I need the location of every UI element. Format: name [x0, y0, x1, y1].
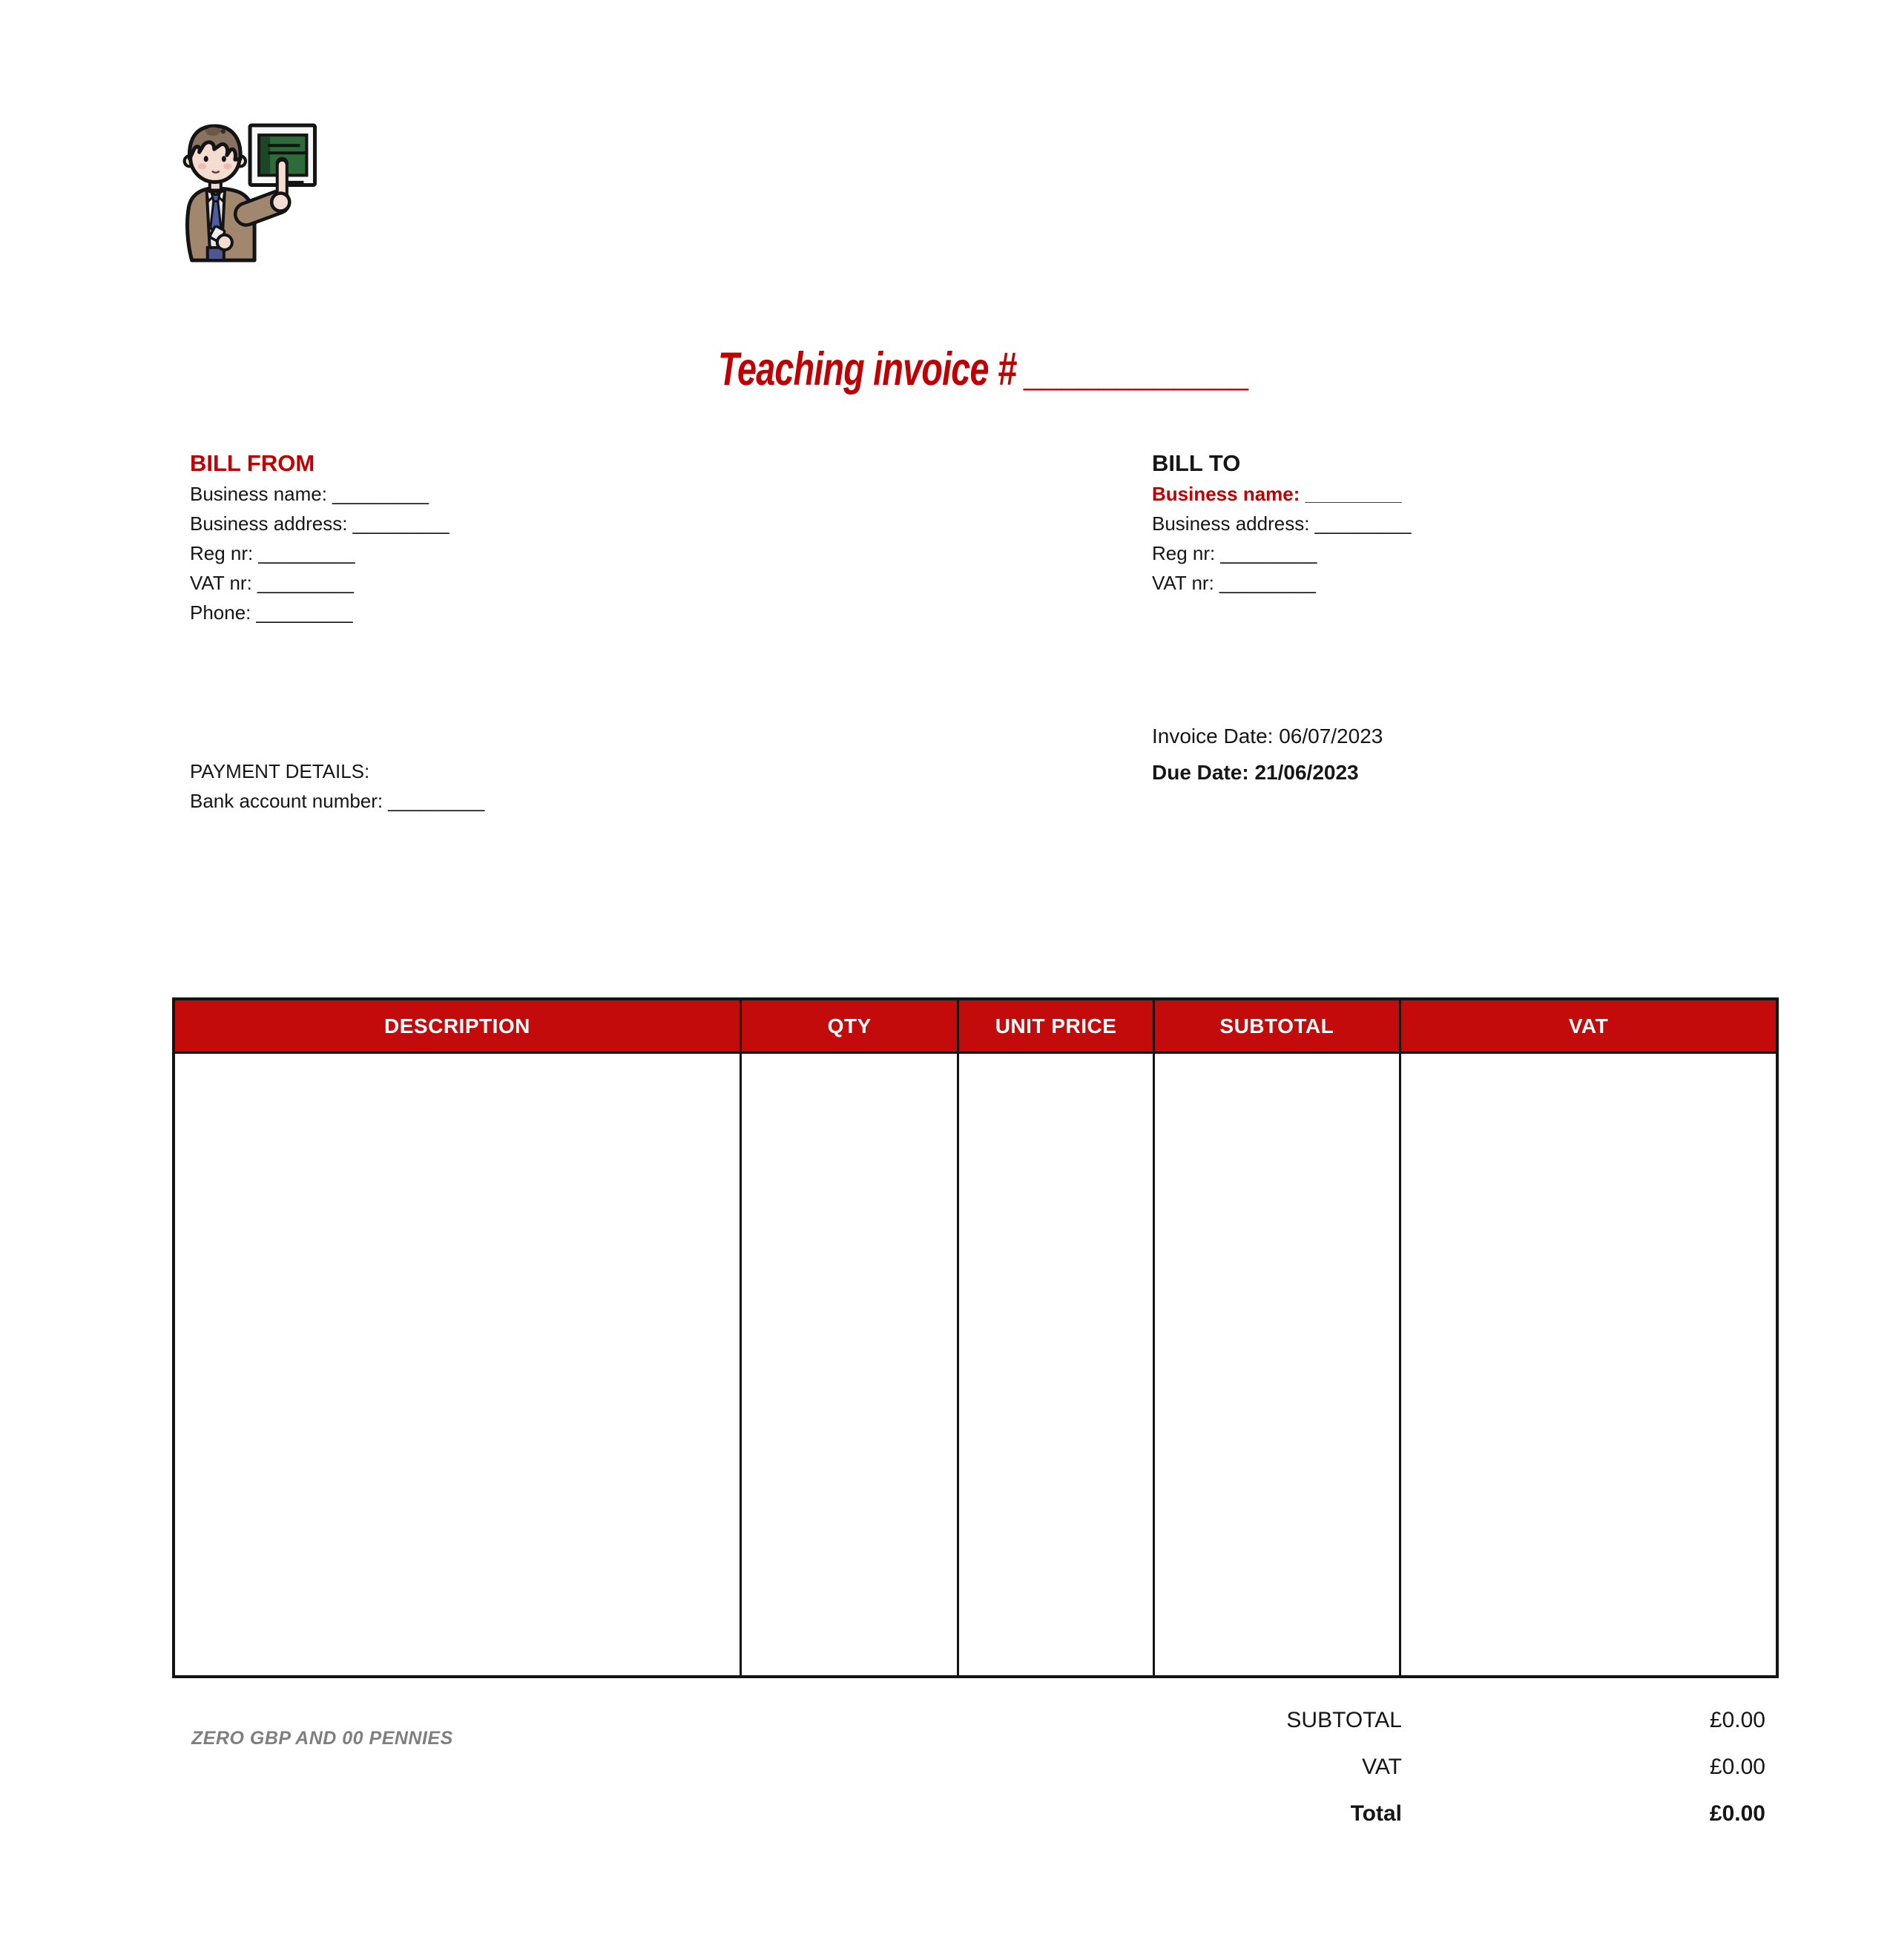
payment-details-section [190, 756, 484, 816]
total-label: Total [1350, 1801, 1402, 1826]
field-label: Business name: [1152, 483, 1300, 505]
cell-description-empty [175, 1054, 742, 1675]
due-date-line [1152, 754, 1383, 791]
cell-qty-empty [742, 1054, 959, 1675]
payment-details-heading: PAYMENT DETAILS: [190, 760, 370, 782]
due-date-label: Due Date: [1152, 761, 1249, 784]
bill-from-business-address [190, 509, 450, 538]
col-header-subtotal: SUBTOTAL [1155, 1000, 1401, 1052]
blank-line: _________ [256, 601, 353, 624]
teacher-logo [169, 119, 319, 264]
dates-section [1152, 718, 1383, 791]
subtotal-value: £0.00 [1709, 1707, 1765, 1732]
invoice-date-value: 06/07/2023 [1279, 725, 1383, 748]
cell-subtotal-empty [1155, 1054, 1401, 1675]
invoice-date-label: Invoice Date: [1152, 725, 1274, 748]
blank-line: _________ [1219, 572, 1316, 594]
totals-section [172, 1697, 1779, 1837]
bill-to-business-address [1152, 509, 1412, 538]
field-label: Reg nr: [190, 542, 254, 564]
page-title: Teaching invoice # ____________ [718, 343, 1250, 395]
field-label: Phone: [190, 601, 251, 624]
bill-from-vat-nr [190, 568, 450, 598]
line-items-table [172, 997, 1779, 1678]
bill-to-reg-nr [1152, 538, 1412, 568]
bill-from-phone [190, 598, 450, 627]
bank-account-number-line [190, 786, 484, 816]
col-header-description: DESCRIPTION [175, 1000, 742, 1052]
subtotal-label: SUBTOTAL [1286, 1707, 1402, 1732]
total-value: £0.00 [1709, 1801, 1765, 1826]
bill-from-section [190, 448, 450, 627]
cell-vat-empty [1401, 1054, 1776, 1675]
total-row [172, 1790, 1779, 1837]
due-date-value: 21/06/2023 [1254, 761, 1359, 784]
field-label: Business address: [190, 512, 348, 535]
cell-unit-price-empty [959, 1054, 1154, 1675]
bill-from-reg-nr [190, 538, 450, 568]
blank-line: _________ [1314, 512, 1412, 535]
col-header-vat: VAT [1568, 1014, 1609, 1037]
vat-value: £0.00 [1709, 1754, 1765, 1779]
blank-line: _________ [1220, 542, 1317, 564]
col-header-qty: QTY [742, 1000, 959, 1052]
vat-row [172, 1743, 1779, 1790]
invoice-date-line [1152, 718, 1383, 754]
table-header-row [175, 1000, 1776, 1054]
bill-from-business-name [190, 479, 450, 509]
blank-line: _________ [332, 483, 429, 505]
field-label: Business name: [190, 483, 327, 505]
bill-to-heading: BILL TO [1152, 450, 1241, 476]
field-label: Reg nr: [1152, 542, 1216, 564]
field-label: Bank account number: [190, 790, 383, 812]
field-label: Business address: [1152, 512, 1310, 535]
field-label: VAT nr: [1152, 572, 1214, 594]
col-header-unit-price: UNIT PRICE [959, 1000, 1154, 1052]
field-label: VAT nr: [190, 572, 252, 594]
bill-to-section [1152, 448, 1412, 598]
bill-to-vat-nr [1152, 568, 1412, 598]
bill-to-business-name [1152, 479, 1412, 509]
vat-label: VAT [1362, 1754, 1402, 1779]
blank-line: _________ [352, 512, 450, 535]
table-body-empty [175, 1054, 1776, 1675]
amount-in-words: ZERO GBP AND 00 PENNIES [191, 1728, 453, 1749]
blank-line: _________ [257, 572, 354, 594]
bill-from-heading: BILL FROM [190, 450, 315, 476]
blank-line: _________ [1305, 483, 1402, 505]
blank-line: _________ [258, 542, 355, 564]
blank-line: _________ [388, 790, 485, 812]
